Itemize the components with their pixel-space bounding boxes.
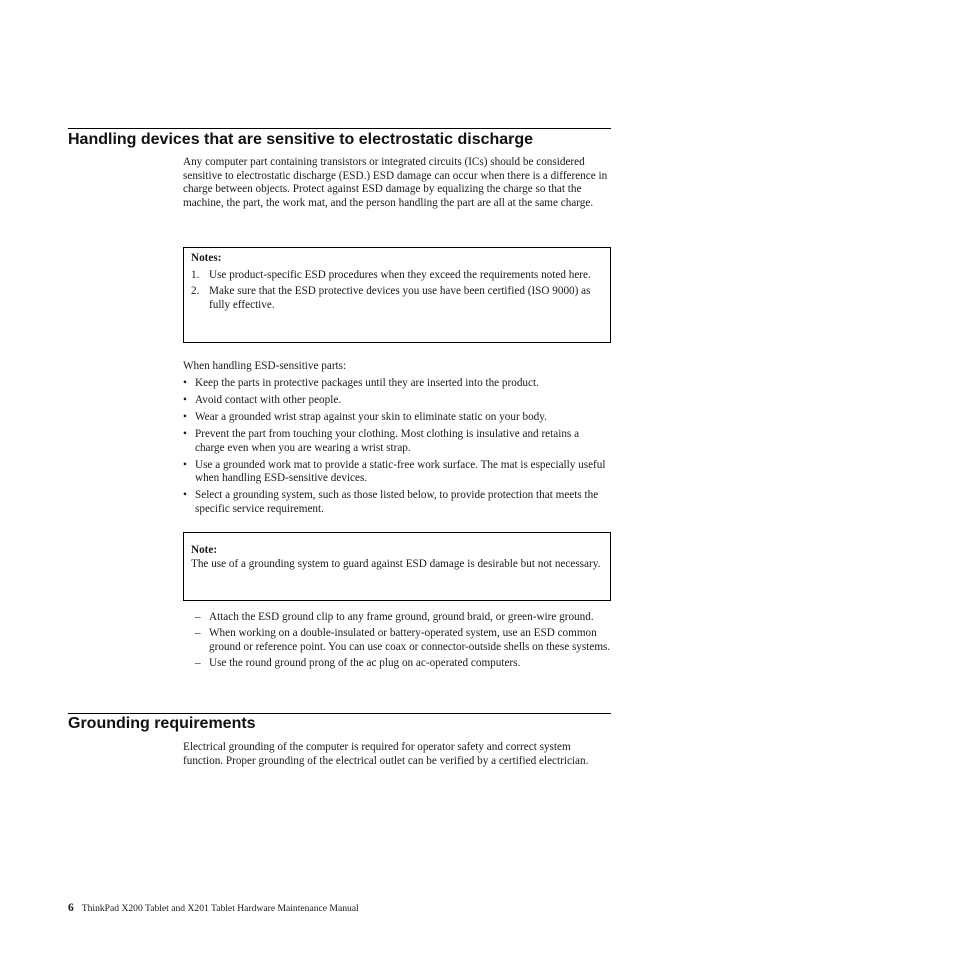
handling-list-item — [183, 394, 611, 408]
grounding-option-text: When working on a double-insulated or battery-operated system, use an ESD common ground or reference point. You can use coax or connector-outside shells on these systems. — [209, 627, 611, 653]
bullet-marker: • — [183, 410, 187, 423]
grounding-option-text: Attach the ESD ground clip to any frame ground, ground braid, or green-wire ground. — [209, 611, 594, 623]
page-number: 6 — [68, 902, 74, 914]
section-heading-esd: Handling devices that are sensitive to electrostatic discharge — [68, 131, 534, 148]
dash-marker: – — [195, 656, 201, 669]
notes-title: Notes: — [191, 252, 222, 264]
grounding-option-item — [195, 657, 611, 671]
bullet-marker: • — [183, 377, 187, 389]
handling-item-text: Prevent the part from touching your clothing. Most clothing is insulative and retains a charge even when you are wearing a wrist strap. — [195, 427, 580, 454]
footer-title: ThinkPad X200 Tablet and X201 Tablet Hardware Maintenance Manual — [81, 903, 359, 914]
grounding-option-text: Use the round ground prong of the ac plug on ac-operated computers. — [209, 656, 521, 669]
handling-item-text: Use a grounded work mat to provide a static-free work surface. The mat is especially useful when handling ESD-sensitive devices. — [195, 458, 606, 485]
notes-box — [183, 247, 611, 343]
dash-marker: – — [195, 611, 201, 623]
notes-item — [191, 269, 602, 283]
handling-lead: When handling ESD-sensitive parts: — [183, 360, 347, 372]
page-footer — [68, 902, 359, 915]
bullet-marker: • — [183, 458, 187, 471]
handling-item-text: Select a grounding system, such as those listed below, to provide protection that meets the specific service requirement. — [195, 489, 599, 515]
dash-marker: – — [195, 627, 201, 640]
notes-item-text: Use product-specific ESD procedures when they exceed the requirements noted here. — [209, 268, 591, 281]
section-heading-grounding: Grounding requirements — [68, 715, 256, 732]
notes-item-number: 2. — [191, 285, 200, 298]
grounding-options-list — [195, 611, 611, 673]
bullet-marker: • — [183, 393, 187, 406]
handling-item-text: Avoid contact with other people. — [195, 393, 342, 406]
handling-list-item — [183, 428, 611, 455]
notes-item — [191, 285, 602, 312]
handling-item-text: Wear a grounded wrist strap against your skin to eliminate static on your body. — [195, 410, 547, 423]
note-box — [183, 532, 611, 601]
handling-list-item — [183, 377, 611, 391]
handling-list-item — [183, 411, 611, 425]
note-text: The use of a grounding system to guard against ESD damage is desirable but not necessary. — [191, 557, 601, 570]
grounding-option-item — [195, 627, 611, 654]
notes-item-text: Make sure that the ESD protective devices you use have been certified (ISO 9000) as fully effective. — [209, 285, 591, 311]
grounding-option-item — [195, 611, 611, 625]
esd-intro-paragraph: Any computer part containing transistors or integrated circuits (ICs) should be considered sensitive to electrostatic discharge (ESD.) ESD damage can occur when there is a difference in charge between objects. Protect against ESD damage by equalizing the charge so that the machine, the part, the work mat, and the person handling the part are all at the same charge. — [183, 156, 608, 209]
handling-list-item — [183, 459, 611, 486]
bullet-marker: • — [183, 427, 187, 440]
section-rule-top — [68, 128, 611, 129]
handling-item-text: Keep the parts in protective packages until they are inserted into the product. — [195, 377, 539, 389]
notes-list — [191, 269, 602, 313]
notes-item-number: 1. — [191, 268, 200, 281]
handling-list — [183, 377, 611, 520]
bullet-marker: • — [183, 489, 187, 502]
handling-list-item — [183, 489, 611, 516]
note-title: Note: — [191, 544, 218, 556]
grounding-paragraph: Electrical grounding of the computer is required for operator safety and correct system function. Proper grounding of the electrical outlet can be verified by a certified electrician. — [183, 741, 589, 767]
